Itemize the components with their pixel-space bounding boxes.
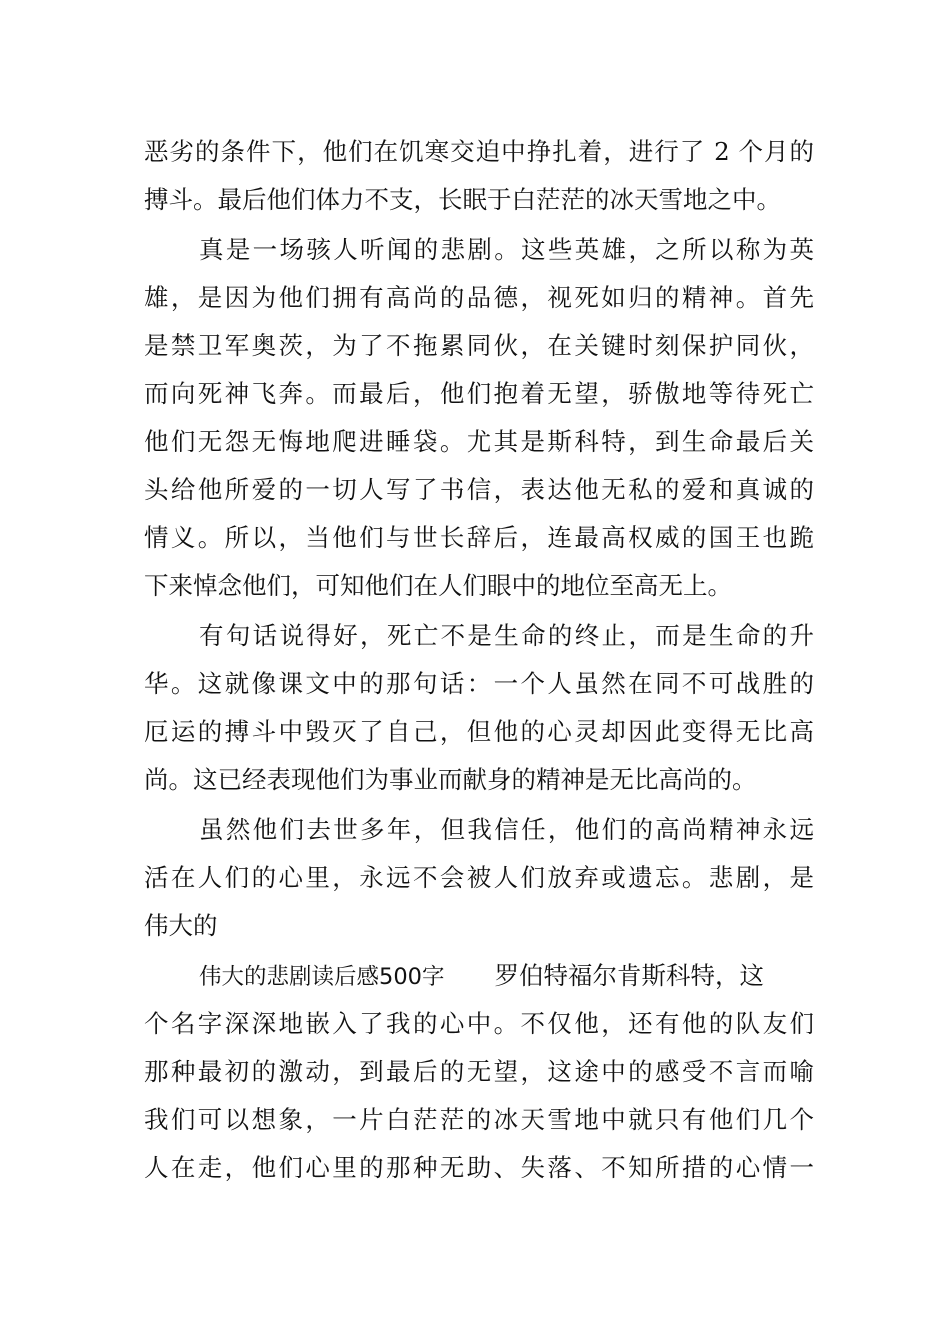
text-line: 下来悼念他们，可知他们在人们眼中的地位至高无上。 (144, 571, 732, 600)
text-line: 伟大的 (144, 911, 218, 940)
text-line: 厄运的搏斗中毁灭了自己，但他的心灵却因此变得无比高 (144, 717, 814, 746)
text-line: 恶劣的条件下，他们在饥寒交迫中挣扎着，进行了 2 个月的 (144, 137, 814, 166)
text-line: 个名字深深地嵌入了我的心中。不仅他，还有他的队友们 (144, 1009, 814, 1038)
text-line: 有句话说得好，死亡不是生命的终止，而是生命的升 (199, 621, 814, 650)
text-line: 那种最初的激动，到最后的无望，这途中的感受不言而喻 (144, 1057, 814, 1086)
document-body (144, 128, 814, 1192)
section-title: 伟大的悲剧读后感500字 (199, 964, 445, 990)
text-line: 而向死神飞奔。而最后，他们抱着无望，骄傲地等待死亡 (144, 379, 814, 408)
text-line: 雄，是因为他们拥有高尚的品德，视死如归的精神。首先 (144, 283, 814, 312)
text-line: 尚。这已经表现他们为事业而献身的精神是无比高尚的。 (144, 765, 757, 794)
text-line: 他们无怨无悔地爬进睡袋。尤其是斯科特，到生命最后关 (144, 427, 814, 456)
text-line: 搏斗。最后他们体力不支，长眠于白茫茫的冰天雪地之中。 (144, 185, 781, 214)
text-line: 真是一场骇人听闻的悲剧。这些英雄，之所以称为英 (199, 235, 814, 264)
text-line: 华。这就像课文中的那句话：一个人虽然在同不可战胜的 (144, 669, 814, 698)
text-line: 是禁卫军奥茨，为了不拖累同伙，在关键时刻保护同伙， (144, 331, 814, 360)
section-first-line-text: 罗伯特福尔肯斯科特，这 (494, 961, 764, 990)
section-first-line (144, 952, 814, 1000)
text-line: 情义。所以，当他们与世长辞后，连最高权威的国王也跪 (144, 523, 814, 552)
text-line: 活在人们的心里，永远不会被人们放弃或遗忘。悲剧，是 (144, 863, 814, 892)
text-line: 头给他所爱的一切人写了书信，表达他无私的爱和真诚的 (144, 475, 814, 504)
text-line: 虽然他们去世多年，但我信任，他们的高尚精神永远 (199, 815, 814, 844)
text-line: 人在走，他们心里的那种无助、失落、不知所措的心情一 (144, 1153, 814, 1182)
text-line: 我们可以想象，一片白茫茫的冰天雪地中就只有他们几个 (144, 1105, 814, 1134)
